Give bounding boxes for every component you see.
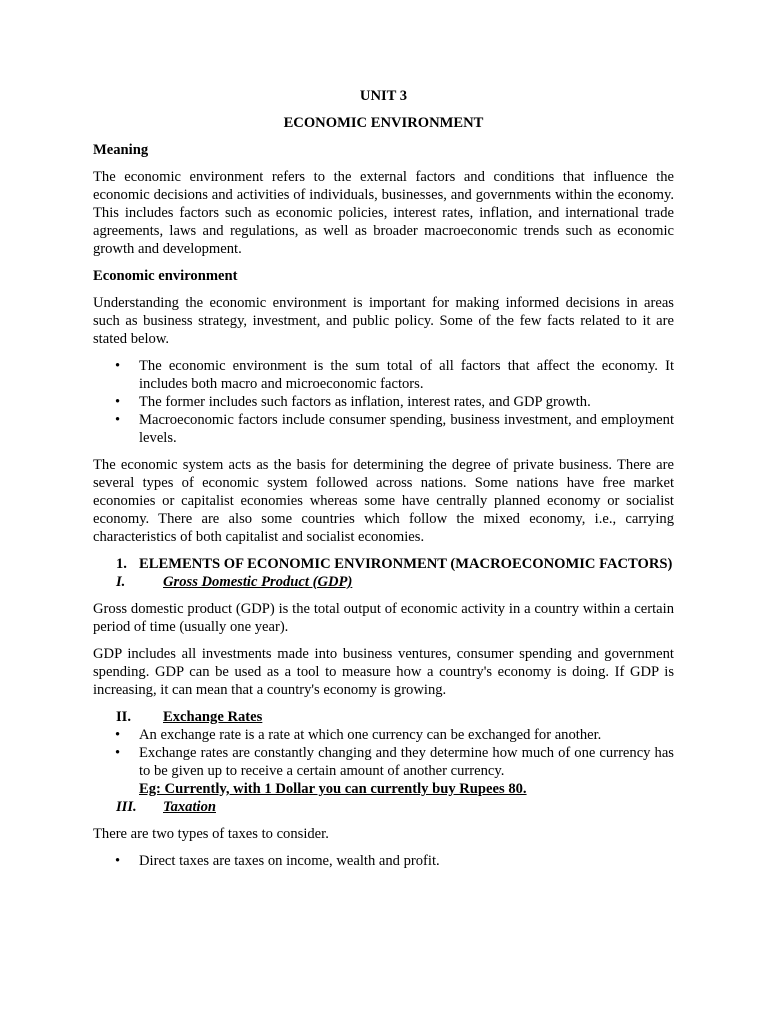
- exchange-list-item: • An exchange rate is a rate at which one currency can be exchanged for another.: [93, 726, 674, 744]
- facts-list: [93, 357, 674, 447]
- meaning-paragraph: The economic environment refers to the external factors and conditions that influence the economic decisions and activities of individuals, businesses, and governments within the economy. This includes factors such as economic policies, interest rates, inflation, and international trade agreements, laws and regulations, as well as broader macroeconomic trends such as economic growth and development.: [93, 169, 674, 257]
- facts-list-item: • Macroeconomic factors include consumer spending, business investment, and employment levels.: [93, 411, 674, 447]
- exchange-list-item: • Exchange rates are constantly changing and they determine how much of one currency has to be given up to receive a certain amount of another currency.: [93, 744, 674, 780]
- facts-list-item: • The economic environment is the sum total of all factors that affect the economy. It includes both macro and microeconomic factors.: [93, 357, 674, 393]
- elements-heading: [93, 555, 674, 573]
- gdp-title: Gross Domestic Product (GDP): [163, 574, 353, 590]
- economic-system-paragraph: The economic system acts as the basis for determining the degree of private business. There are several types of economic system followed across nations. Some nations have free market economies or capitalist economies whereas some have centrally planned economy or socialist economy. There are also some countries which follow the mixed economy, i.e., carrying characteristics of both capitalist and socialist economies.: [93, 457, 674, 545]
- gdp-subheading: [93, 573, 674, 591]
- gdp-numeral: I.: [116, 574, 126, 590]
- exchange-numeral: II.: [116, 709, 132, 725]
- taxation-paragraph: There are two types of taxes to consider.: [93, 826, 329, 842]
- exchange-list: [93, 726, 674, 780]
- exchange-example: Eg: Currently, with 1 Dollar you can currently buy Rupees 80.: [139, 781, 527, 797]
- meaning-heading: Meaning: [93, 142, 149, 158]
- economic-environment-paragraph: Understanding the economic environment is important for making informed decisions in areas such as business strategy, investment, and public policy. Some of the few facts related to it are stated below.: [93, 295, 674, 347]
- taxation-subheading: [93, 798, 674, 816]
- document-title: ECONOMIC ENVIRONMENT: [283, 115, 484, 131]
- taxation-list: [93, 852, 674, 870]
- exchange-title: Exchange Rates: [163, 709, 263, 725]
- economic-environment-heading: Economic environment: [93, 268, 238, 284]
- elements-heading-text: ELEMENTS OF ECONOMIC ENVIRONMENT (MACROECONOMIC FACTORS): [139, 556, 673, 572]
- exchange-subheading: [93, 708, 674, 726]
- taxation-title: Taxation: [163, 799, 216, 815]
- gdp-paragraph-1: Gross domestic product (GDP) is the total output of economic activity in a country within a certain period of time (usually one year).: [93, 601, 674, 635]
- gdp-paragraph-2: GDP includes all investments made into business ventures, consumer spending and government spending. GDP can be used as a tool to measure how a country's economy is doing. If GDP is increasing, it can mean that a country's economy is growing.: [93, 646, 674, 698]
- facts-list-item: • The former includes such factors as inflation, interest rates, and GDP growth.: [93, 393, 674, 411]
- taxation-list-item: • Direct taxes are taxes on income, wealth and profit.: [93, 852, 674, 870]
- unit-label: UNIT 3: [359, 88, 408, 104]
- elements-number: 1.: [116, 556, 127, 572]
- taxation-numeral: III.: [116, 799, 137, 815]
- document-body: [93, 87, 674, 879]
